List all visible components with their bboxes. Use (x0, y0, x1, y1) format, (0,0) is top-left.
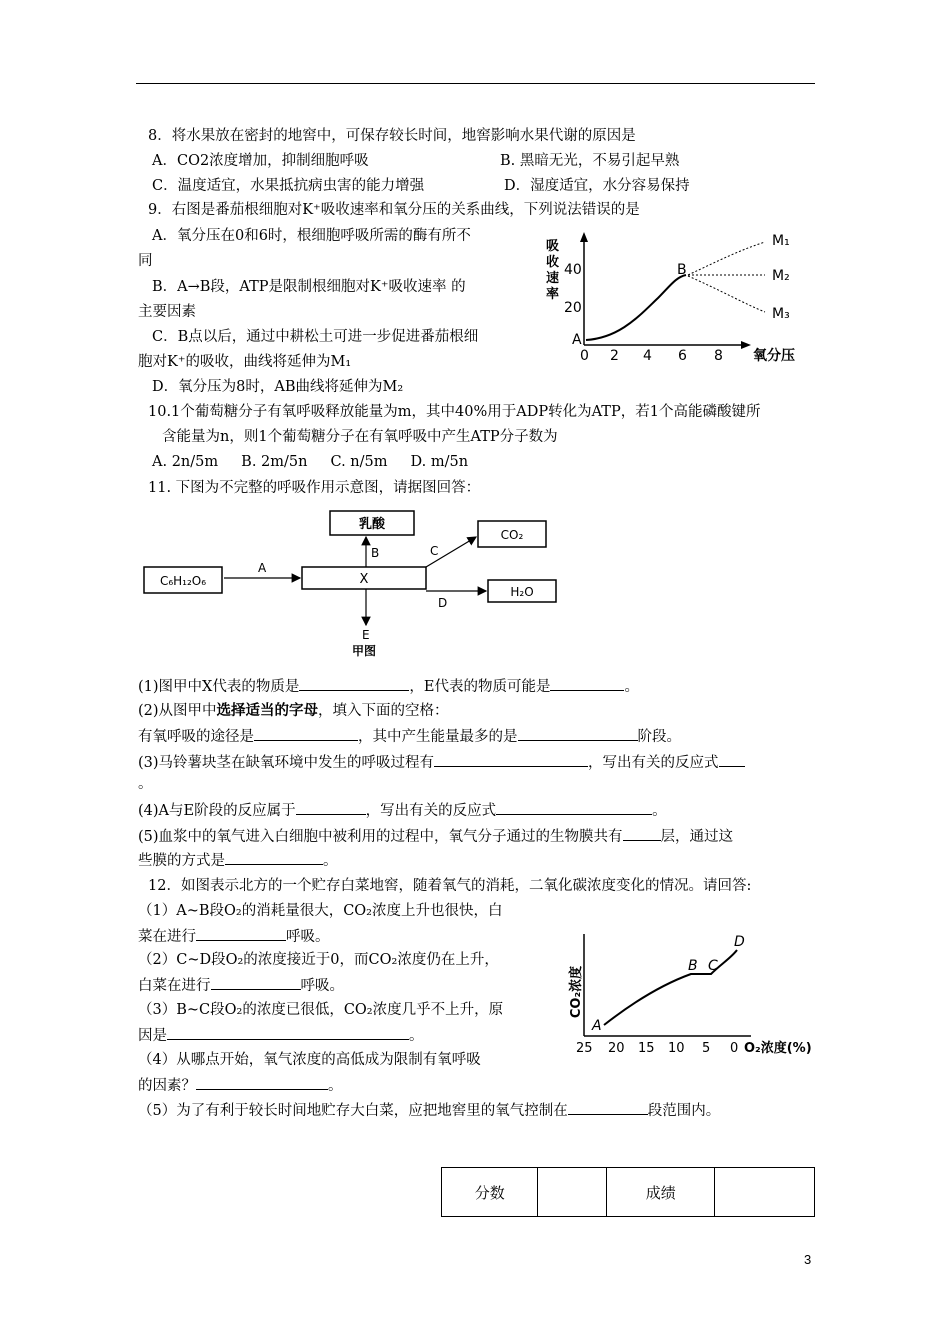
q8-option-b: B. 黑暗无光，不易引起早熟 (500, 153, 680, 169)
graph-point-a: A (572, 332, 582, 348)
q11-p1-text2: ，E代表的物质可能是 (409, 679, 551, 695)
q12-p1-end: 呼吸。 (286, 929, 330, 945)
q11-part4 (138, 800, 667, 821)
answer-blank[interactable] (296, 800, 366, 815)
label-x: X (359, 572, 369, 587)
q11-p2-text4: ，其中产生能量最多的是 (358, 729, 518, 745)
label-glucose: C₆H₁₂O₆ (159, 574, 207, 588)
q12-part1-line2 (138, 926, 330, 947)
graph-ytick: 40 (564, 262, 582, 278)
page-number: 3 (804, 1252, 812, 1267)
q12-p4-end: 。 (328, 1078, 343, 1094)
q10-stem-cont: 含能量为n，则1个葡萄糖分子在有氧呼吸中产生ATP分子数为 (162, 429, 558, 445)
graph-xtick: 25 (576, 1041, 593, 1056)
respiration-diagram (140, 505, 580, 665)
q11-part1 (138, 676, 639, 697)
q12-part4: （4）从哪点开始，氧气浓度的高低成为限制有氧呼吸 (138, 1052, 481, 1068)
q9-option-c: C．B点以后，通过中耕松土可进一步促进番茄根细 (152, 329, 479, 345)
answer-blank[interactable] (254, 726, 358, 741)
q12-p4-text: 的因素？ (138, 1078, 196, 1094)
answer-blank[interactable] (518, 726, 638, 741)
graph-xtick: 0 (580, 348, 589, 364)
q11-p2-end: 阶段。 (637, 729, 681, 745)
q12-part1: （1）A~B段O₂的消耗量很大，CO₂浓度上升也很快，白 (138, 903, 503, 919)
answer-blank[interactable] (550, 676, 624, 691)
label-a: A (258, 561, 267, 575)
graph-xtick: 20 (608, 1041, 625, 1056)
q9-option-b: B．A→B段，ATP是限制根细胞对K⁺吸收速率 的 (152, 279, 466, 295)
q11-p4-text: (4)A与E阶段的反应属于 (138, 803, 296, 819)
label-co2: CO₂ (500, 528, 524, 542)
answer-blank[interactable] (299, 676, 409, 691)
q12-part3-line2 (138, 1025, 424, 1046)
q11-p5-text: (5)血浆中的氧气进入白细胞中被利用的过程中，氧气分子通过的生物膜共有 (138, 829, 623, 845)
q11-p3-text2: ，写出有关的反应式 (588, 755, 719, 771)
q8-stem: 8．将水果放在密封的地窖中，可保存较长时间，地窖影响水果代谢的原因是 (148, 128, 636, 144)
graph-xtick: 10 (668, 1041, 685, 1056)
q12-part2: （2）C~D段O₂的浓度接近于0，而CO₂浓度仍在上升， (138, 952, 499, 968)
q11-p2-bold: 选择适当的字母 (216, 702, 319, 719)
q11-p2-text: (2)从图甲中 (138, 703, 217, 719)
q9-option-c-cont: 胞对K⁺的吸收，曲线将延伸为M₁ (138, 354, 352, 370)
graph-curve-m3 (688, 276, 765, 312)
q11-p4-text2: ，写出有关的反应式 (365, 803, 497, 819)
q12-p3-end: 。 (409, 1028, 424, 1044)
q12-p2-end: 呼吸。 (300, 978, 344, 994)
graph-xtick: 5 (702, 1041, 711, 1056)
label-lactic-acid: 乳酸 (358, 517, 386, 532)
score-label: 分数 (442, 1168, 538, 1217)
graph-point-d: D (734, 934, 745, 950)
q12-part3: （3）B~C段O₂的浓度已很低，CO₂浓度几乎不上升，原 (138, 1002, 504, 1018)
graph-ylabel-char: 速 (546, 271, 560, 286)
q11-p1-text: (1)图甲中X代表的物质是 (138, 679, 300, 695)
label-b: B (371, 546, 380, 560)
q11-p5-end: 。 (323, 853, 338, 869)
q12-p5-end: 段范围内。 (647, 1103, 721, 1119)
graph-xtick: 2 (610, 348, 619, 364)
graph-curve-ab (586, 275, 686, 340)
graph-xlabel: O₂浓度(%) (744, 1041, 812, 1056)
graph-ylabel-char: 吸 (546, 239, 560, 254)
label-d: D (438, 596, 448, 610)
graph-ylabel-char: 收 (546, 255, 560, 270)
q9-option-d: D．氧分压为8时，AB曲线将延伸为M₂ (152, 379, 404, 395)
score-input-cell[interactable] (538, 1168, 607, 1217)
co2-concentration-graph (556, 928, 836, 1060)
graph-point-b: B (688, 958, 698, 974)
graph-xtick: 0 (730, 1041, 739, 1056)
answer-blank[interactable] (496, 800, 652, 815)
q11-part3-end: 。 (138, 776, 153, 792)
label-e: E (362, 628, 370, 642)
q11-part5-line2 (138, 850, 338, 871)
q9-option-b-cont: 主要因素 (138, 304, 196, 320)
graph-ytick: 20 (564, 300, 582, 316)
q11-p5-text2: 层，通过这 (660, 829, 734, 845)
graph-xlabel: 氧分压 (753, 348, 795, 364)
graph-xtick: 8 (714, 348, 723, 364)
graph-point-c: C (708, 958, 718, 974)
grade-label: 成绩 (607, 1168, 715, 1217)
q11-p2-text2: ，填入下面的空格： (318, 703, 449, 719)
q12-p5-text: （5）为了有利于较长时间地贮存大白菜，应把地窖里的氧气控制在 (138, 1103, 568, 1119)
q8-option-a: A．CO2浓度增加，抑制细胞呼吸 (152, 153, 369, 169)
q10-stem: 10.1个葡萄糖分子有氧呼吸释放能量为m，其中40%用于ADP转化为ATP，若1个高能磷酸键所 (148, 404, 761, 420)
diagram-caption: 甲图 (352, 644, 377, 658)
q10-options: A. 2n/5m B. 2m/5n C. n/5m D. m/5n (152, 454, 469, 470)
q11-part2-line2 (138, 726, 681, 747)
graph-xtick: 4 (643, 348, 652, 364)
header-rule (136, 83, 815, 84)
graph-point-a: A (592, 1018, 602, 1034)
graph-x-arrow (741, 341, 751, 349)
answer-blank[interactable] (434, 752, 588, 767)
q11-p4-end: 。 (652, 803, 667, 819)
graph-label-m2: M₂ (772, 268, 790, 284)
grade-input-cell[interactable] (715, 1168, 815, 1217)
graph-xtick: 15 (638, 1041, 655, 1056)
q12-p1-text: 菜在进行 (138, 929, 196, 945)
answer-blank[interactable] (623, 826, 661, 841)
answer-blank[interactable] (196, 1075, 328, 1090)
q11-stem: 11. 下图为不完整的呼吸作用示意图，请据图回答： (148, 480, 481, 496)
q12-stem: 12．如图表示北方的一个贮存白菜地窖，随着氧气的消耗，二氧化碳浓度变化的情况。请回答: (148, 878, 752, 894)
label-h2o: H₂O (510, 585, 534, 599)
score-table (441, 1167, 815, 1217)
graph-point-b: B (677, 262, 687, 278)
graph-xtick: 6 (678, 348, 687, 364)
graph-curve-m1 (688, 242, 765, 275)
q11-part3 (138, 752, 745, 773)
q12-part5 (138, 1100, 720, 1121)
answer-blank[interactable] (719, 752, 745, 767)
q8-option-c: C．温度适宜，水果抵抗病虫害的能力增强 (152, 178, 425, 194)
q11-p1-end: 。 (624, 679, 639, 695)
answer-blank[interactable] (568, 1100, 648, 1115)
answer-blank[interactable] (167, 1025, 409, 1040)
graph-label-m1: M₁ (772, 233, 790, 249)
q9-stem: 9．右图是番茄根细胞对K⁺吸收速率和氧分压的关系曲线，下列说法错误的是 (148, 202, 640, 218)
q11-p5-text3: 些膜的方式是 (138, 853, 225, 869)
graph-ylabel-char: 率 (546, 287, 560, 302)
q9-option-a: A．氧分压在0和6时，根细胞呼吸所需的酶有所不 (152, 228, 471, 244)
answer-blank[interactable] (225, 850, 323, 865)
q9-option-a-cont: 同 (138, 253, 153, 269)
q12-part2-line2 (138, 975, 344, 996)
graph-y-arrow (580, 232, 588, 242)
q11-p2-text3: 有氧呼吸的途径是 (138, 729, 254, 745)
answer-blank[interactable] (211, 975, 301, 990)
q11-p3-text: (3)马铃薯块茎在缺氧环境中发生的呼吸过程有 (138, 755, 435, 771)
q8-option-d: D．湿度适宜，水分容易保持 (504, 178, 690, 194)
q12-p2-text: 白菜在进行 (138, 978, 211, 994)
q11-part5 (138, 826, 733, 847)
graph-label-m3: M₃ (772, 306, 790, 322)
label-c: C (430, 544, 439, 558)
q11-part2 (138, 701, 449, 721)
k-absorption-graph (540, 220, 830, 370)
graph-ylabel: CO₂浓度 (569, 965, 584, 1019)
q12-part4-line2 (138, 1075, 343, 1096)
q12-p3-text: 因是 (138, 1028, 167, 1044)
answer-blank[interactable] (196, 926, 286, 941)
